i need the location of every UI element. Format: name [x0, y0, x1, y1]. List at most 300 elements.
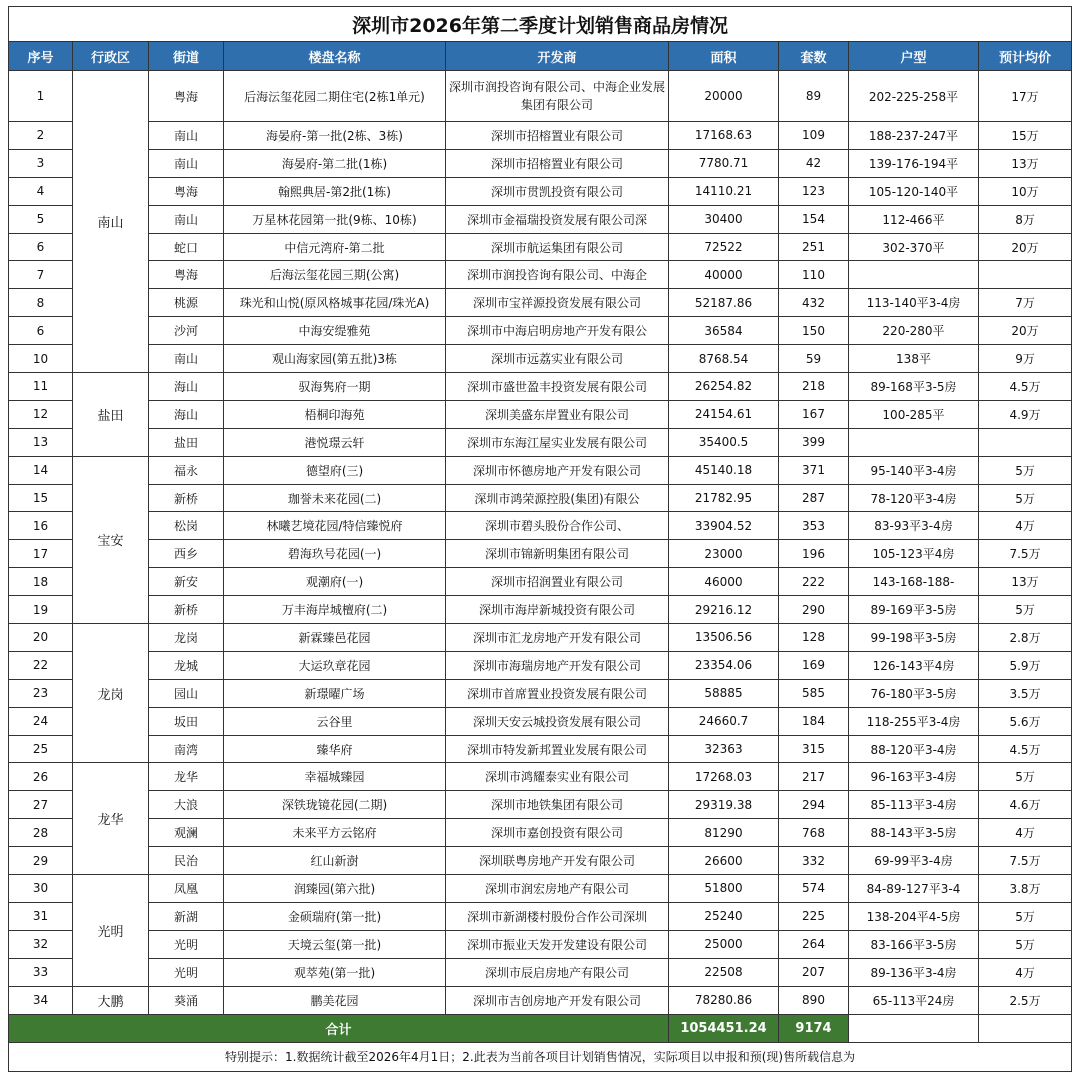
total-area: 1054451.24 [669, 1014, 779, 1042]
total-units: 9174 [779, 1014, 849, 1042]
developer-name: 深圳市鸿荣源控股(集团)有限公 [446, 484, 669, 512]
units-count: 290 [779, 596, 849, 624]
layout-value: 105-123平4房 [849, 540, 979, 568]
layout-value: 88-120平3-4房 [849, 735, 979, 763]
area-value: 29216.12 [669, 596, 779, 624]
header-units: 套数 [779, 42, 849, 71]
project-name: 德望府(三) [224, 456, 446, 484]
row-number: 30 [9, 875, 73, 903]
header-district: 行政区 [73, 42, 149, 71]
project-name: 未来平方云铭府 [224, 819, 446, 847]
street-cell: 粤海 [149, 177, 224, 205]
units-count: 42 [779, 149, 849, 177]
layout-value: 118-255平3-4房 [849, 707, 979, 735]
area-value: 21782.95 [669, 484, 779, 512]
area-value: 23354.06 [669, 651, 779, 679]
street-cell: 桃源 [149, 289, 224, 317]
area-value: 58885 [669, 679, 779, 707]
row-number: 6 [9, 233, 73, 261]
avg-price: 10万 [979, 177, 1072, 205]
layout-value: 112-466平 [849, 205, 979, 233]
project-name: 幸福城臻园 [224, 763, 446, 791]
layout-value: 138-204平4-5房 [849, 902, 979, 930]
layout-value: 143-168-188- [849, 568, 979, 596]
street-cell: 粤海 [149, 261, 224, 289]
developer-name: 深圳市锦新明集团有限公司 [446, 540, 669, 568]
row-number: 26 [9, 763, 73, 791]
avg-price: 7万 [979, 289, 1072, 317]
layout-value: 220-280平 [849, 317, 979, 345]
avg-price: 17万 [979, 71, 1072, 122]
street-cell: 西乡 [149, 540, 224, 568]
units-count: 890 [779, 986, 849, 1014]
project-name: 万丰海岸城檀府(二) [224, 596, 446, 624]
area-value: 81290 [669, 819, 779, 847]
street-cell: 光明 [149, 930, 224, 958]
row-number: 13 [9, 428, 73, 456]
layout-value: 138平 [849, 345, 979, 373]
table-row [9, 735, 1072, 763]
layout-value: 139-176-194平 [849, 149, 979, 177]
table-row [9, 540, 1072, 568]
units-count: 225 [779, 902, 849, 930]
row-number: 5 [9, 205, 73, 233]
avg-price: 15万 [979, 122, 1072, 150]
table-row [9, 791, 1072, 819]
avg-price: 20万 [979, 233, 1072, 261]
avg-price [979, 261, 1072, 289]
area-value: 23000 [669, 540, 779, 568]
layout-value: 84-89-127平3-4 [849, 875, 979, 903]
street-cell: 南山 [149, 149, 224, 177]
row-number: 10 [9, 345, 73, 373]
total-empty-layout [849, 1014, 979, 1042]
units-count: 294 [779, 791, 849, 819]
district-cell: 龙岗 [73, 624, 149, 763]
row-number: 8 [9, 289, 73, 317]
district-cell: 光明 [73, 875, 149, 987]
layout-value: 113-140平3-4房 [849, 289, 979, 317]
avg-price: 4.5万 [979, 373, 1072, 401]
row-number: 28 [9, 819, 73, 847]
table-row [9, 71, 1072, 122]
units-count: 399 [779, 428, 849, 456]
units-count: 315 [779, 735, 849, 763]
layout-value: 89-169平3-5房 [849, 596, 979, 624]
avg-price: 5万 [979, 484, 1072, 512]
row-number: 11 [9, 373, 73, 401]
street-cell: 大浪 [149, 791, 224, 819]
area-value: 33904.52 [669, 512, 779, 540]
row-number: 20 [9, 624, 73, 652]
table-row [9, 679, 1072, 707]
area-value: 45140.18 [669, 456, 779, 484]
note-row [9, 1042, 1072, 1071]
street-cell: 园山 [149, 679, 224, 707]
header-area: 面积 [669, 42, 779, 71]
layout-value [849, 428, 979, 456]
area-value: 17268.03 [669, 763, 779, 791]
area-value: 52187.86 [669, 289, 779, 317]
units-count: 59 [779, 345, 849, 373]
avg-price: 5万 [979, 930, 1072, 958]
units-count: 150 [779, 317, 849, 345]
area-value: 17168.63 [669, 122, 779, 150]
table-body [9, 71, 1072, 1015]
total-row [9, 1014, 1072, 1042]
layout-value: 69-99平3-4房 [849, 847, 979, 875]
table-row [9, 624, 1072, 652]
area-value: 8768.54 [669, 345, 779, 373]
developer-name: 深圳市东海江屋实业发展有限公司 [446, 428, 669, 456]
layout-value: 89-168平3-5房 [849, 373, 979, 401]
table-title: 深圳市2026年第二季度计划销售商品房情况 [9, 7, 1072, 42]
units-count: 353 [779, 512, 849, 540]
row-number: 27 [9, 791, 73, 819]
row-number: 24 [9, 707, 73, 735]
street-cell: 海山 [149, 400, 224, 428]
street-cell: 新桥 [149, 596, 224, 624]
table-row [9, 289, 1072, 317]
total-label: 合计 [9, 1014, 669, 1042]
table-row [9, 930, 1072, 958]
street-cell: 葵涌 [149, 986, 224, 1014]
layout-value: 89-136平3-4房 [849, 958, 979, 986]
district-cell: 宝安 [73, 456, 149, 623]
row-number: 25 [9, 735, 73, 763]
developer-name: 深圳市润投咨询有限公司、中海企业发展集团有限公司 [446, 71, 669, 122]
street-cell: 海山 [149, 373, 224, 401]
area-value: 36584 [669, 317, 779, 345]
district-cell: 盐田 [73, 373, 149, 457]
avg-price: 3.5万 [979, 679, 1072, 707]
units-count: 768 [779, 819, 849, 847]
row-number: 3 [9, 149, 73, 177]
street-cell: 观澜 [149, 819, 224, 847]
units-count: 371 [779, 456, 849, 484]
layout-value: 188-237-247平 [849, 122, 979, 150]
table-row [9, 233, 1072, 261]
row-number: 6 [9, 317, 73, 345]
street-cell: 蛇口 [149, 233, 224, 261]
developer-name: 深圳市吉创房地产开发有限公司 [446, 986, 669, 1014]
area-value: 24660.7 [669, 707, 779, 735]
row-number: 14 [9, 456, 73, 484]
header-row [9, 42, 1072, 71]
project-name: 观萃苑(第一批) [224, 958, 446, 986]
developer-name: 深圳市首席置业投资发展有限公司 [446, 679, 669, 707]
units-count: 432 [779, 289, 849, 317]
row-number: 15 [9, 484, 73, 512]
area-value: 26254.82 [669, 373, 779, 401]
units-count: 184 [779, 707, 849, 735]
project-name: 润臻园(第六批) [224, 875, 446, 903]
avg-price: 9万 [979, 345, 1072, 373]
table-row [9, 986, 1072, 1014]
layout-value: 88-143平3-5房 [849, 819, 979, 847]
table-row [9, 819, 1072, 847]
layout-value: 65-113平24房 [849, 986, 979, 1014]
area-value: 51800 [669, 875, 779, 903]
avg-price: 8万 [979, 205, 1072, 233]
developer-name: 深圳市振业天发开发建设有限公司 [446, 930, 669, 958]
row-number: 1 [9, 71, 73, 122]
area-value: 14110.21 [669, 177, 779, 205]
table-row [9, 456, 1072, 484]
area-value: 40000 [669, 261, 779, 289]
row-number: 33 [9, 958, 73, 986]
table-row [9, 707, 1072, 735]
area-value: 78280.86 [669, 986, 779, 1014]
avg-price: 4万 [979, 819, 1072, 847]
row-number: 12 [9, 400, 73, 428]
project-name: 观潮府(一) [224, 568, 446, 596]
layout-value [849, 261, 979, 289]
units-count: 196 [779, 540, 849, 568]
area-value: 32363 [669, 735, 779, 763]
row-number: 7 [9, 261, 73, 289]
street-cell: 坂田 [149, 707, 224, 735]
developer-name: 深圳市贯凯投资有限公司 [446, 177, 669, 205]
street-cell: 新桥 [149, 484, 224, 512]
developer-name: 深圳市远荔实业有限公司 [446, 345, 669, 373]
avg-price: 2.5万 [979, 986, 1072, 1014]
avg-price: 13万 [979, 568, 1072, 596]
project-name: 驭海隽府一期 [224, 373, 446, 401]
street-cell: 南山 [149, 205, 224, 233]
layout-value: 78-120平3-4房 [849, 484, 979, 512]
layout-value: 202-225-258平 [849, 71, 979, 122]
table-row [9, 400, 1072, 428]
developer-name: 深圳市嘉创投资有限公司 [446, 819, 669, 847]
avg-price: 4万 [979, 512, 1072, 540]
sales-table-container [8, 6, 1071, 1072]
header-street: 街道 [149, 42, 224, 71]
area-value: 72522 [669, 233, 779, 261]
footnote: 特别提示：1.数据统计截至2026年4月1日；2.此表为当前各项目计划销售情况，实际项目以申报和预(现)售所载信息为 [9, 1042, 1072, 1071]
row-number: 32 [9, 930, 73, 958]
project-name: 海晏府-第二批(1栋) [224, 149, 446, 177]
street-cell: 粤海 [149, 71, 224, 122]
units-count: 287 [779, 484, 849, 512]
avg-price: 2.8万 [979, 624, 1072, 652]
units-count: 207 [779, 958, 849, 986]
table-row [9, 484, 1072, 512]
table-row [9, 875, 1072, 903]
units-count: 222 [779, 568, 849, 596]
avg-price: 5万 [979, 456, 1072, 484]
area-value: 25000 [669, 930, 779, 958]
table-row [9, 958, 1072, 986]
header-price: 预计均价 [979, 42, 1072, 71]
row-number: 2 [9, 122, 73, 150]
units-count: 109 [779, 122, 849, 150]
layout-value: 85-113平3-4房 [849, 791, 979, 819]
units-count: 110 [779, 261, 849, 289]
units-count: 167 [779, 400, 849, 428]
table-row [9, 568, 1072, 596]
units-count: 264 [779, 930, 849, 958]
layout-value: 83-166平3-5房 [849, 930, 979, 958]
developer-name: 深圳市怀德房地产开发有限公司 [446, 456, 669, 484]
header-project: 楼盘名称 [224, 42, 446, 71]
developer-name: 深圳市润投咨询有限公司、中海企 [446, 261, 669, 289]
developer-name: 深圳天安云城投资发展有限公司 [446, 707, 669, 735]
street-cell: 民治 [149, 847, 224, 875]
project-name: 海晏府-第一批(2栋、3栋) [224, 122, 446, 150]
project-name: 翰熙典居-第2批(1栋) [224, 177, 446, 205]
row-number: 4 [9, 177, 73, 205]
units-count: 332 [779, 847, 849, 875]
table-row [9, 317, 1072, 345]
row-number: 16 [9, 512, 73, 540]
layout-value: 100-285平 [849, 400, 979, 428]
table-row [9, 596, 1072, 624]
area-value: 29319.38 [669, 791, 779, 819]
table-row [9, 345, 1072, 373]
project-name: 万星林花园第一批(9栋、10栋) [224, 205, 446, 233]
row-number: 18 [9, 568, 73, 596]
developer-name: 深圳美盛东岸置业有限公司 [446, 400, 669, 428]
project-name: 新璟曜广场 [224, 679, 446, 707]
street-cell: 盐田 [149, 428, 224, 456]
project-name: 后海沄玺花园三期(公寓) [224, 261, 446, 289]
street-cell: 凤凰 [149, 875, 224, 903]
table-row [9, 177, 1072, 205]
project-name: 林曦艺境花园/特信臻悦府 [224, 512, 446, 540]
area-value: 25240 [669, 902, 779, 930]
area-value: 30400 [669, 205, 779, 233]
layout-value: 76-180平3-5房 [849, 679, 979, 707]
developer-name: 深圳市海岸新城投资有限公司 [446, 596, 669, 624]
developer-name: 深圳联粤房地产开发有限公司 [446, 847, 669, 875]
row-number: 34 [9, 986, 73, 1014]
layout-value: 83-93平3-4房 [849, 512, 979, 540]
avg-price: 4.6万 [979, 791, 1072, 819]
table-row [9, 651, 1072, 679]
avg-price: 13万 [979, 149, 1072, 177]
table-row [9, 512, 1072, 540]
avg-price: 5.9万 [979, 651, 1072, 679]
project-name: 云谷里 [224, 707, 446, 735]
table-row [9, 373, 1072, 401]
layout-value: 96-163平3-4房 [849, 763, 979, 791]
units-count: 585 [779, 679, 849, 707]
table-row [9, 149, 1072, 177]
area-value: 35400.5 [669, 428, 779, 456]
developer-name: 深圳市碧头股份合作公司、 [446, 512, 669, 540]
district-cell: 龙华 [73, 763, 149, 875]
units-count: 123 [779, 177, 849, 205]
area-value: 7780.71 [669, 149, 779, 177]
units-count: 218 [779, 373, 849, 401]
street-cell: 光明 [149, 958, 224, 986]
units-count: 128 [779, 624, 849, 652]
project-name: 后海沄玺花园二期住宅(2栋1单元) [224, 71, 446, 122]
units-count: 89 [779, 71, 849, 122]
table-row [9, 205, 1072, 233]
sales-table [8, 6, 1072, 1072]
developer-name: 深圳市招榕置业有限公司 [446, 149, 669, 177]
developer-name: 深圳市航运集团有限公司 [446, 233, 669, 261]
avg-price: 5万 [979, 596, 1072, 624]
units-count: 574 [779, 875, 849, 903]
table-row [9, 763, 1072, 791]
street-cell: 南山 [149, 122, 224, 150]
units-count: 154 [779, 205, 849, 233]
avg-price: 5万 [979, 763, 1072, 791]
developer-name: 深圳市金福瑞投资发展有限公司深 [446, 205, 669, 233]
area-value: 24154.61 [669, 400, 779, 428]
units-count: 169 [779, 651, 849, 679]
area-value: 13506.56 [669, 624, 779, 652]
avg-price [979, 428, 1072, 456]
row-number: 31 [9, 902, 73, 930]
street-cell: 龙岗 [149, 624, 224, 652]
developer-name: 深圳市辰启房地产有限公司 [446, 958, 669, 986]
project-name: 碧海玖号花园(一) [224, 540, 446, 568]
table-row [9, 428, 1072, 456]
layout-value: 105-120-140平 [849, 177, 979, 205]
header-developer: 开发商 [446, 42, 669, 71]
table-row [9, 261, 1072, 289]
layout-value: 302-370平 [849, 233, 979, 261]
street-cell: 沙河 [149, 317, 224, 345]
project-name: 观山海家园(第五批)3栋 [224, 345, 446, 373]
project-name: 深铁珑镜花园(二期) [224, 791, 446, 819]
street-cell: 福永 [149, 456, 224, 484]
avg-price: 5.6万 [979, 707, 1072, 735]
layout-value: 95-140平3-4房 [849, 456, 979, 484]
units-count: 217 [779, 763, 849, 791]
avg-price: 7.5万 [979, 847, 1072, 875]
units-count: 251 [779, 233, 849, 261]
project-name: 臻华府 [224, 735, 446, 763]
avg-price: 5万 [979, 902, 1072, 930]
header-layout: 户型 [849, 42, 979, 71]
row-number: 23 [9, 679, 73, 707]
area-value: 22508 [669, 958, 779, 986]
street-cell: 南湾 [149, 735, 224, 763]
project-name: 红山新澍 [224, 847, 446, 875]
row-number: 22 [9, 651, 73, 679]
header-no: 序号 [9, 42, 73, 71]
project-name: 港悦璟云轩 [224, 428, 446, 456]
project-name: 新霖臻邑花园 [224, 624, 446, 652]
developer-name: 深圳市润宏房地产有限公司 [446, 875, 669, 903]
street-cell: 新安 [149, 568, 224, 596]
street-cell: 南山 [149, 345, 224, 373]
avg-price: 4万 [979, 958, 1072, 986]
developer-name: 深圳市特发新邦置业发展有限公司 [446, 735, 669, 763]
developer-name: 深圳市汇龙房地产开发有限公司 [446, 624, 669, 652]
street-cell: 龙华 [149, 763, 224, 791]
avg-price: 20万 [979, 317, 1072, 345]
developer-name: 深圳市招榕置业有限公司 [446, 122, 669, 150]
developer-name: 深圳市海瑞房地产开发有限公司 [446, 651, 669, 679]
row-number: 29 [9, 847, 73, 875]
total-empty-price [979, 1014, 1072, 1042]
project-name: 中信元湾府-第二批 [224, 233, 446, 261]
street-cell: 新湖 [149, 902, 224, 930]
row-number: 17 [9, 540, 73, 568]
area-value: 26600 [669, 847, 779, 875]
project-name: 珠光和山悦(原风格城事花园/珠光A) [224, 289, 446, 317]
developer-name: 深圳市宝祥源投资发展有限公司 [446, 289, 669, 317]
area-value: 46000 [669, 568, 779, 596]
developer-name: 深圳市盛世盈丰投资发展有限公司 [446, 373, 669, 401]
developer-name: 深圳市中海启明房地产开发有限公 [446, 317, 669, 345]
